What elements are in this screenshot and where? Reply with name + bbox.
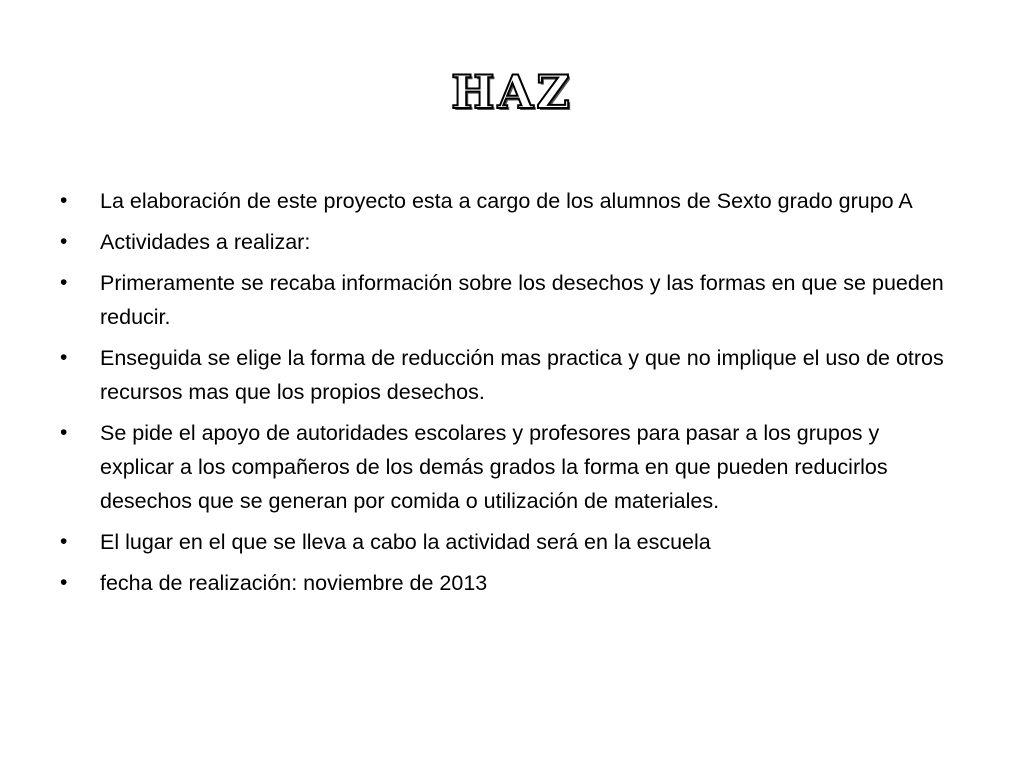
- bullet-icon: •: [60, 530, 68, 553]
- bullet-item: [60, 225, 950, 259]
- bullet-text: Enseguida se elige la forma de reducción mas practica y que no implique el uso de otros recursos mas que los propios desechos.: [100, 346, 944, 404]
- bullet-list: [60, 184, 950, 607]
- bullet-text: La elaboración de este proyecto esta a cargo de los alumnos de Sexto grado grupo A: [100, 189, 913, 213]
- bullet-icon: •: [60, 189, 68, 212]
- bullet-icon: •: [60, 346, 68, 369]
- bullet-text: Se pide el apoyo de autoridades escolares y profesores para pasar a los grupos y explicar a los compañeros de los demás grados la forma en que pueden reducirlos desechos que se generan por comida o utilización de materiales.: [100, 421, 888, 513]
- bullet-text: El lugar en el que se lleva a cabo la actividad será en la escuela: [100, 530, 711, 554]
- bullet-icon: •: [60, 571, 68, 594]
- bullet-icon: •: [60, 271, 68, 294]
- bullet-item: [60, 566, 950, 600]
- slide-title: HAZ: [451, 65, 573, 119]
- bullet-item: [60, 184, 950, 218]
- bullet-item: [60, 525, 950, 559]
- bullet-text: fecha de realización: noviembre de 2013: [100, 571, 488, 595]
- bullet-text: Primeramente se recaba información sobre los desechos y las formas en que se pueden reducir.: [100, 271, 944, 329]
- bullet-icon: •: [60, 421, 68, 444]
- bullet-icon: •: [60, 230, 68, 253]
- bullet-item: [60, 266, 950, 334]
- bullet-text: Actividades a realizar:: [100, 230, 311, 254]
- bullet-item: [60, 341, 950, 409]
- bullet-item: [60, 416, 950, 518]
